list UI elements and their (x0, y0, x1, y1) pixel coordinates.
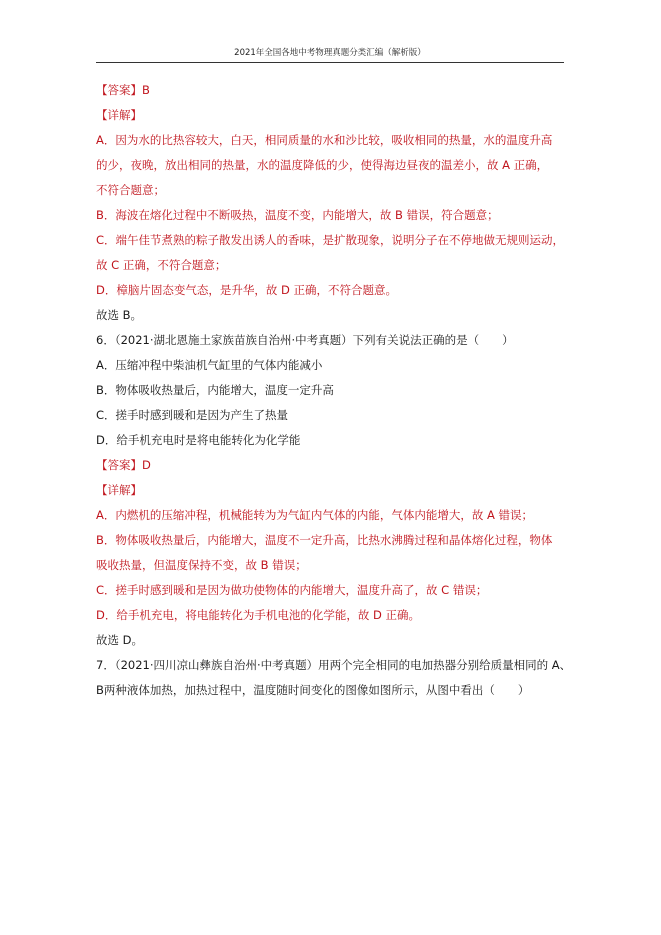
q5-explain-c-line-1: C．端午佳节煮熟的粽子散发出诱人的香味，是扩散现象，说明分子在不停地做无规则运动， (96, 233, 565, 247)
q5-explain-a-line-1: A．因为水的比热容较大，白天，相同质量的水和沙比较，吸收相同的热量，水的温度升高 (96, 133, 553, 147)
q6-explain-a: A．内燃机的压缩冲程，机械能转为为气缸内气体的内能，气体内能增大，故 A 错误； (96, 508, 534, 522)
q5-conclusion: 故选 B。 (96, 308, 143, 322)
q6-conclusion: 故选 D。 (96, 633, 144, 647)
q6-explain-b-line-2: 吸收热量，但温度保持不变，故 B 错误； (96, 558, 307, 572)
q5-explain-d: D．樟脑片固态变气态，是升华，故 D 正确，不符合题意。 (96, 283, 398, 297)
q6-option-a: A．压缩冲程中柴油机气缸里的气体内能减小 (96, 358, 323, 372)
q6-stem: 6．（2021·湖北恩施土家族苗族自治州·中考真题）下列有关说法正确的是（ ） (96, 333, 514, 347)
q5-explain-a-line-3: 不符合题意； (96, 183, 165, 197)
q6-option-b: B．物体吸收热量后，内能增大，温度一定升高 (96, 383, 334, 397)
q7-stem-line-2: B两种液体加热，加热过程中，温度随时间变化的图像如图所示，从图中看出（ ） (96, 683, 530, 697)
q6-explain-c: C．搓手时感到暖和是因为做功使物体的内能增大，温度升高了，故 C 错误； (96, 583, 488, 597)
q5-explain-a-line-2: 的少，夜晚，放出相同的热量，水的温度降低的少，使得海边昼夜的温差小，故 A 正确， (96, 158, 549, 172)
q6-detail-tag: 【详解】 (96, 483, 142, 497)
q5-answer-tag: 【答案】 (96, 83, 142, 97)
page-header (96, 46, 564, 63)
header-title: 2021年全国各地中考物理真题分类汇编（解析版） (234, 48, 426, 58)
q6-answer-tag: 【答案】 (96, 458, 142, 472)
q6-option-c: C．搓手时感到暖和是因为产生了热量 (96, 408, 289, 422)
q5-answer-line (96, 82, 568, 99)
q6-answer-line (96, 457, 568, 474)
q6-option-d: D．给手机充电时是将电能转化为化学能 (96, 433, 301, 447)
q5-detail-tag: 【详解】 (96, 108, 142, 122)
q6-explain-d: D．给手机充电，将电能转化为手机电池的化学能，故 D 正确。 (96, 608, 421, 622)
q5-explain-c-line-2: 故 C 正确，不符合题意； (96, 258, 227, 272)
q7-stem-line-1: 7．（2021·四川凉山彝族自治州·中考真题）用两个完全相同的电加热器分别给质量相同的 A、 (96, 658, 572, 672)
q6-explain-b-line-1: B．物体吸收热量后，内能增大，温度不一定升高，比热水沸腾过程和晶体熔化过程，物体 (96, 533, 553, 547)
q6-answer-value: D (142, 458, 151, 472)
q5-explain-b: B．海波在熔化过程中不断吸热，温度不变，内能增大，故 B 错误，符合题意； (96, 208, 499, 222)
document-body (96, 82, 572, 707)
q5-answer-value: B (142, 83, 150, 97)
